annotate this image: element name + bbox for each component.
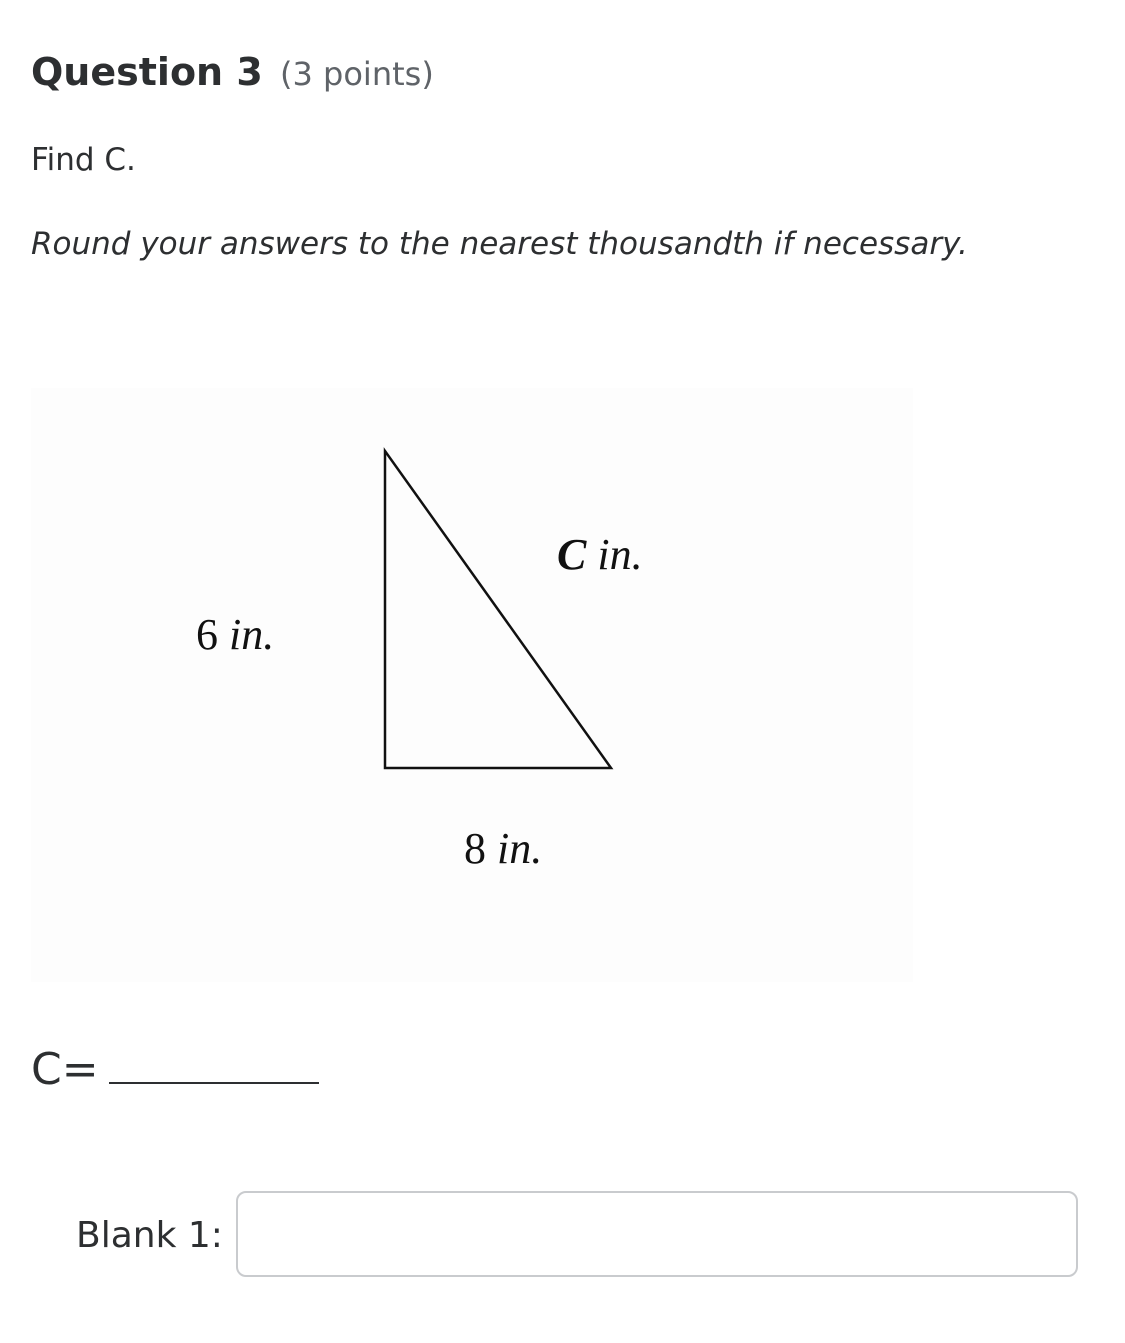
blank-1-label: Blank 1: [76, 1215, 223, 1256]
blank-1-input[interactable] [236, 1191, 1078, 1277]
horizontal-side-label [464, 824, 542, 873]
horizontal-side-value: 8 [464, 824, 486, 873]
question-header [31, 48, 434, 98]
horizontal-side-unit: in. [486, 824, 543, 873]
question-title: Question 3 [31, 50, 263, 94]
answer-equation [31, 1042, 319, 1098]
question-points: (3 points) [280, 55, 434, 93]
question-prompt: Find C. [31, 142, 136, 178]
triangle-figure [31, 388, 913, 982]
equation-text: C= [31, 1044, 99, 1095]
hypotenuse-variable: C [557, 530, 587, 579]
vertical-side-value: 6 [196, 610, 218, 659]
right-triangle-diagram [31, 388, 913, 982]
hypotenuse-unit: in. [586, 530, 643, 579]
equation-blank-line [109, 1081, 319, 1084]
hypotenuse-label [557, 530, 643, 579]
right-triangle-shape [385, 451, 611, 768]
vertical-side-label [196, 610, 274, 659]
rounding-instruction: Round your answers to the nearest thousandth if necessary. [31, 226, 968, 262]
vertical-side-unit: in. [218, 610, 275, 659]
